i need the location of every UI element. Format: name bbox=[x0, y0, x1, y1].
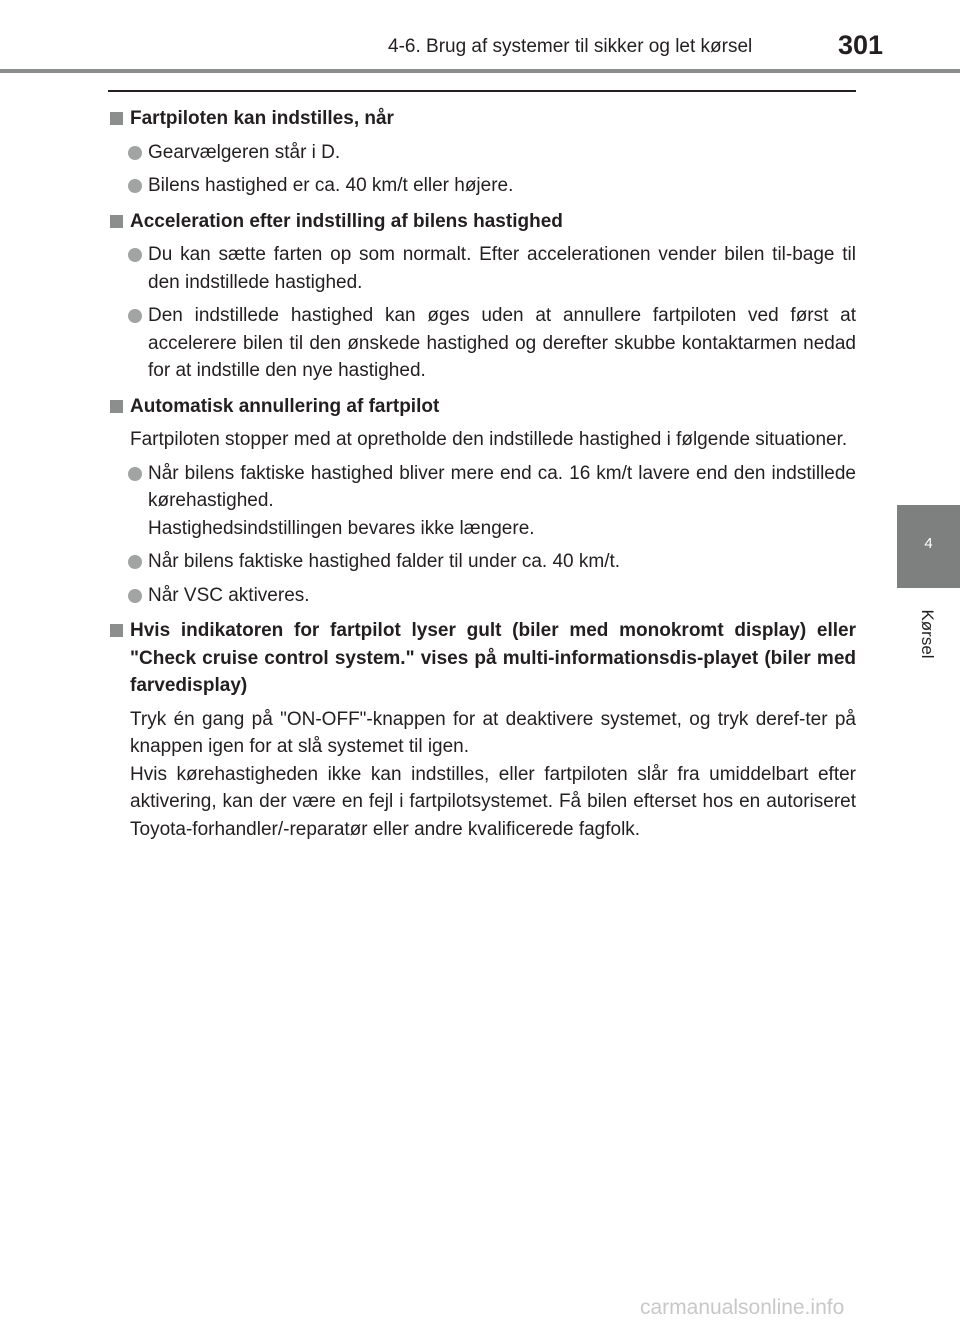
paragraph-line: Hvis kørehastigheden ikke kan indstilles, eller fartpiloten slår fra umiddelbart efter aktivering, kan der være en fejl i fartpilotsystemet. Få bilen efterset hos en autoriseret Toyota-forhandler/-reparatør eller andre kvalificerede fagfolk. bbox=[130, 763, 856, 840]
list-item-text-continued: Hastighedsindstillingen bevares ikke længere. bbox=[148, 517, 535, 539]
list-item-text: Den indstillede hastighed kan øges uden at annullere fartpiloten ved først at accelerere bilen til den ønskede hastighed og derefter skubbe kontaktarmen nedad for at indstille den nye hastighed. bbox=[148, 305, 856, 381]
list-item-text: Når bilens faktiske hastighed bliver mere end ca. 16 km/t lavere end den indstillede kørehastighed. bbox=[148, 462, 856, 511]
heading-text: Fartpiloten kan indstilles, når bbox=[130, 108, 394, 129]
list-item-text: Når bilens faktiske hastighed falder til under ca. 40 km/t. bbox=[148, 551, 621, 572]
list-item bbox=[110, 241, 856, 296]
square-bullet-icon bbox=[110, 400, 123, 413]
section-title: 4-6. Brug af systemer til sikker og let kørsel bbox=[388, 36, 753, 57]
section-heading bbox=[110, 617, 856, 700]
list-item bbox=[110, 548, 856, 576]
list-item bbox=[110, 582, 856, 610]
section-heading bbox=[110, 105, 856, 133]
chapter-tab bbox=[897, 505, 960, 588]
page-number: 301 bbox=[838, 30, 884, 60]
circle-bullet-icon bbox=[128, 309, 142, 323]
paragraph bbox=[110, 706, 856, 844]
circle-bullet-icon bbox=[128, 146, 142, 160]
list-item bbox=[110, 172, 856, 200]
square-bullet-icon bbox=[110, 112, 123, 125]
chapter-label bbox=[917, 604, 937, 664]
circle-bullet-icon bbox=[128, 589, 142, 603]
square-bullet-icon bbox=[110, 215, 123, 228]
watermark: carmanualsonline.info bbox=[640, 1296, 845, 1319]
list-item bbox=[110, 302, 856, 385]
paragraph: Fartpiloten stopper med at opretholde den indstillede hastighed i følgende situationer. bbox=[130, 429, 848, 450]
chapter-number: 4 bbox=[924, 535, 933, 552]
chapter-label-text: Kørsel bbox=[918, 609, 937, 659]
header-rule bbox=[0, 69, 960, 73]
heading-text: Automatisk annullering af fartpilot bbox=[130, 395, 440, 417]
circle-bullet-icon bbox=[128, 555, 142, 569]
heading-text: Hvis indikatoren for fartpilot lyser gult (biler med monokromt display) eller "Check cruise control system." vises på multi-informationsdis-playet (biler med farvedisplay) bbox=[130, 620, 856, 696]
list-item bbox=[110, 139, 856, 167]
circle-bullet-icon bbox=[128, 179, 142, 193]
section-heading bbox=[110, 393, 856, 421]
square-bullet-icon bbox=[110, 624, 123, 637]
paragraph-line: Tryk én gang på "ON-OFF"-knappen for at deaktivere systemet, og tryk deref-ter på knappen igen for at slå systemet til igen. bbox=[130, 708, 856, 757]
list-item-text: Du kan sætte farten op som normalt. Efter accelerationen vender bilen til-bage til den indstillede hastighed. bbox=[148, 244, 856, 293]
section-heading bbox=[110, 208, 856, 236]
list-item bbox=[110, 460, 856, 543]
list-item-text: Bilens hastighed er ca. 40 km/t eller højere. bbox=[148, 175, 514, 196]
list-item-text: Når VSC aktiveres. bbox=[148, 584, 310, 606]
page-content bbox=[110, 105, 856, 843]
heading-text: Acceleration efter indstilling af bilens hastighed bbox=[130, 210, 563, 232]
content-rule bbox=[108, 90, 856, 92]
circle-bullet-icon bbox=[128, 467, 142, 481]
circle-bullet-icon bbox=[128, 248, 142, 262]
list-item-text: Gearvælgeren står i D. bbox=[148, 141, 341, 163]
